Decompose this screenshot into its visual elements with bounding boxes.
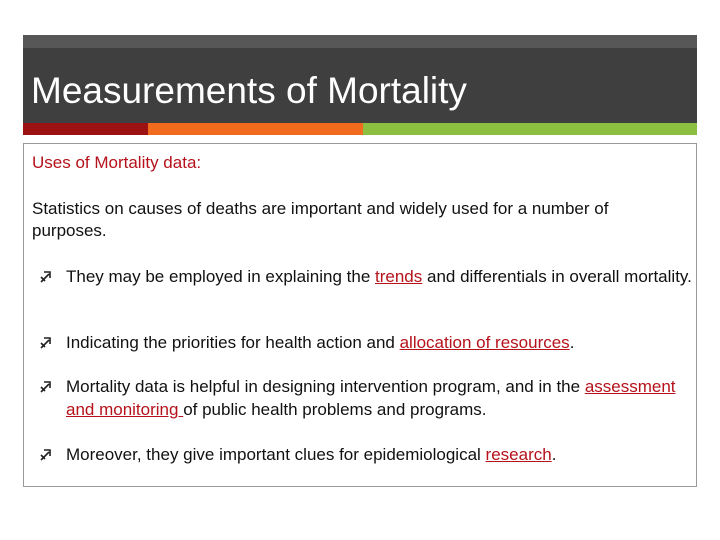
- section-subtitle: Uses of Mortality data:: [32, 153, 202, 172]
- intro-paragraph: Statistics on causes of deaths are important and widely used for a number of purposes.: [32, 199, 609, 240]
- bullet-text-before: They may be employed in explaining the: [66, 267, 376, 286]
- bullet-text-after: and differentials in overall mortality.: [422, 267, 692, 286]
- highlight-allocation-of-resources: allocation of resources: [399, 333, 570, 352]
- bullet-text-before: Mortality data is helpful in designing intervention program, and in the: [66, 377, 585, 396]
- accent-bar-orange: [148, 123, 363, 135]
- arrow-bullet-icon: [40, 379, 52, 393]
- highlight-trends: trends: [375, 267, 423, 286]
- slide-title: Measurements of Mortality: [31, 70, 467, 111]
- bullet-text-after: of public health problems and programs.: [183, 400, 487, 419]
- arrow-bullet-icon: [40, 269, 52, 283]
- highlight-assessment-and-monitoring: assessment and monitoring: [66, 377, 676, 419]
- bullet-text: [66, 443, 696, 466]
- arrow-bullet-icon: [40, 447, 52, 461]
- header-top-strip: [23, 35, 697, 48]
- title-header: [23, 35, 697, 123]
- bullet-text-before: Moreover, they give important clues for epidemiological: [66, 445, 486, 464]
- bullet-text-after: .: [551, 445, 557, 464]
- accent-bar-green: [363, 123, 697, 135]
- content-box: [23, 143, 697, 487]
- accent-bar-red: [23, 123, 148, 135]
- highlight-research: research: [485, 445, 552, 464]
- bullet-text-before: Indicating the priorities for health action and: [66, 333, 400, 352]
- bullet-text: [66, 331, 696, 354]
- bullet-text: [66, 375, 696, 421]
- arrow-bullet-icon: [40, 335, 52, 349]
- bullet-text-after: .: [569, 333, 575, 352]
- bullet-text: [66, 265, 696, 288]
